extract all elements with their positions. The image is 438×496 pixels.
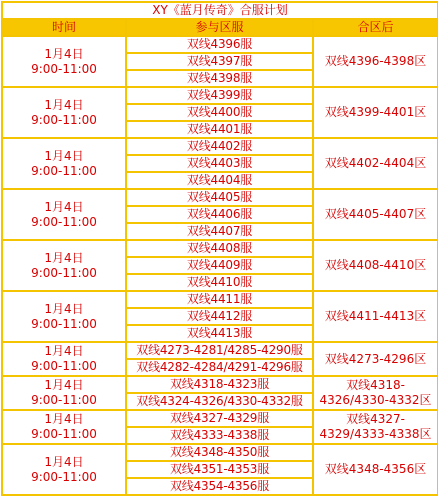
schedule-date: 1月4日 — [44, 148, 84, 163]
participating-server: 双线4411服 — [126, 291, 313, 308]
schedule-time: 9:00-11:00 — [31, 61, 97, 76]
participating-server: 双线4318-4323服 — [126, 376, 313, 393]
participating-server: 双线4327-4329服 — [126, 410, 313, 427]
schedule-time: 9:00-11:00 — [31, 214, 97, 229]
schedule-date: 1月4日 — [44, 301, 84, 316]
table-row — [2, 342, 438, 359]
participating-server: 双线4401服 — [126, 121, 313, 138]
schedule-date: 1月4日 — [44, 454, 84, 469]
merged-server: 双线4273-4296区 — [313, 342, 438, 376]
table-title: XY《蓝月传奇》合服计划 — [2, 2, 438, 19]
table-row — [2, 444, 438, 461]
participating-server: 双线4333-4338服 — [126, 427, 313, 444]
schedule-time-cell — [2, 342, 126, 376]
merge-plan-table — [1, 1, 438, 496]
schedule-time: 9:00-11:00 — [31, 393, 97, 407]
table-row — [2, 240, 438, 257]
schedule-time-cell — [2, 376, 126, 410]
header-after: 合区后 — [313, 19, 438, 36]
participating-server: 双线4402服 — [126, 138, 313, 155]
merged-server: 双线4396-4398区 — [313, 36, 438, 87]
participating-server: 双线4410服 — [126, 274, 313, 291]
participating-server: 双线4408服 — [126, 240, 313, 257]
participating-server: 双线4354-4356服 — [126, 478, 313, 495]
participating-server: 双线4399服 — [126, 87, 313, 104]
schedule-date: 1月4日 — [44, 97, 84, 112]
participating-server: 双线4406服 — [126, 206, 313, 223]
schedule-time: 9:00-11:00 — [31, 112, 97, 127]
participating-server: 双线4413服 — [126, 325, 313, 342]
schedule-time-cell — [2, 291, 126, 342]
schedule-time-cell — [2, 240, 126, 291]
schedule-time-cell — [2, 444, 126, 495]
table-row — [2, 36, 438, 53]
merged-server: 双线4399-4401区 — [313, 87, 438, 138]
participating-server: 双线4400服 — [126, 104, 313, 121]
participating-server: 双线4273-4281/4285-4290服 — [126, 342, 313, 359]
table-row — [2, 138, 438, 155]
merged-server: 双线4405-4407区 — [313, 189, 438, 240]
header-servers: 参与区服 — [126, 19, 313, 36]
schedule-date: 1月4日 — [44, 378, 84, 392]
schedule-time-cell — [2, 410, 126, 444]
merge-plan-body — [2, 2, 438, 495]
schedule-date: 1月4日 — [44, 46, 84, 61]
schedule-time: 9:00-11:00 — [31, 265, 97, 280]
schedule-time: 9:00-11:00 — [31, 316, 97, 331]
merged-server: 双线4327-4329/4333-4338区 — [313, 410, 438, 444]
participating-server: 双线4403服 — [126, 155, 313, 172]
schedule-time: 9:00-11:00 — [31, 427, 97, 441]
participating-server: 双线4282-4284/4291-4296服 — [126, 359, 313, 376]
schedule-time-cell — [2, 189, 126, 240]
table-row — [2, 410, 438, 427]
participating-server: 双线4404服 — [126, 172, 313, 189]
schedule-time: 9:00-11:00 — [31, 469, 97, 484]
schedule-time-cell — [2, 36, 126, 87]
participating-server: 双线4351-4353服 — [126, 461, 313, 478]
participating-server: 双线4409服 — [126, 257, 313, 274]
participating-server: 双线4405服 — [126, 189, 313, 206]
participating-server: 双线4324-4326/4330-4332服 — [126, 393, 313, 410]
schedule-time-cell — [2, 87, 126, 138]
participating-server: 双线4407服 — [126, 223, 313, 240]
schedule-time: 9:00-11:00 — [31, 359, 97, 373]
schedule-date: 1月4日 — [44, 412, 84, 426]
merged-server: 双线4411-4413区 — [313, 291, 438, 342]
merged-server: 双线4318-4326/4330-4332区 — [313, 376, 438, 410]
participating-server: 双线4348-4350服 — [126, 444, 313, 461]
schedule-date: 1月4日 — [44, 344, 84, 358]
participating-server: 双线4412服 — [126, 308, 313, 325]
header-time: 时间 — [2, 19, 126, 36]
participating-server: 双线4398服 — [126, 70, 313, 87]
schedule-time: 9:00-11:00 — [31, 163, 97, 178]
participating-server: 双线4397服 — [126, 53, 313, 70]
schedule-time-cell — [2, 138, 126, 189]
participating-server: 双线4396服 — [126, 36, 313, 53]
schedule-date: 1月4日 — [44, 199, 84, 214]
merged-server: 双线4402-4404区 — [313, 138, 438, 189]
schedule-date: 1月4日 — [44, 250, 84, 265]
table-row — [2, 376, 438, 393]
table-row — [2, 291, 438, 308]
merged-server: 双线4348-4356区 — [313, 444, 438, 495]
merged-server: 双线4408-4410区 — [313, 240, 438, 291]
table-row — [2, 189, 438, 206]
table-row — [2, 87, 438, 104]
